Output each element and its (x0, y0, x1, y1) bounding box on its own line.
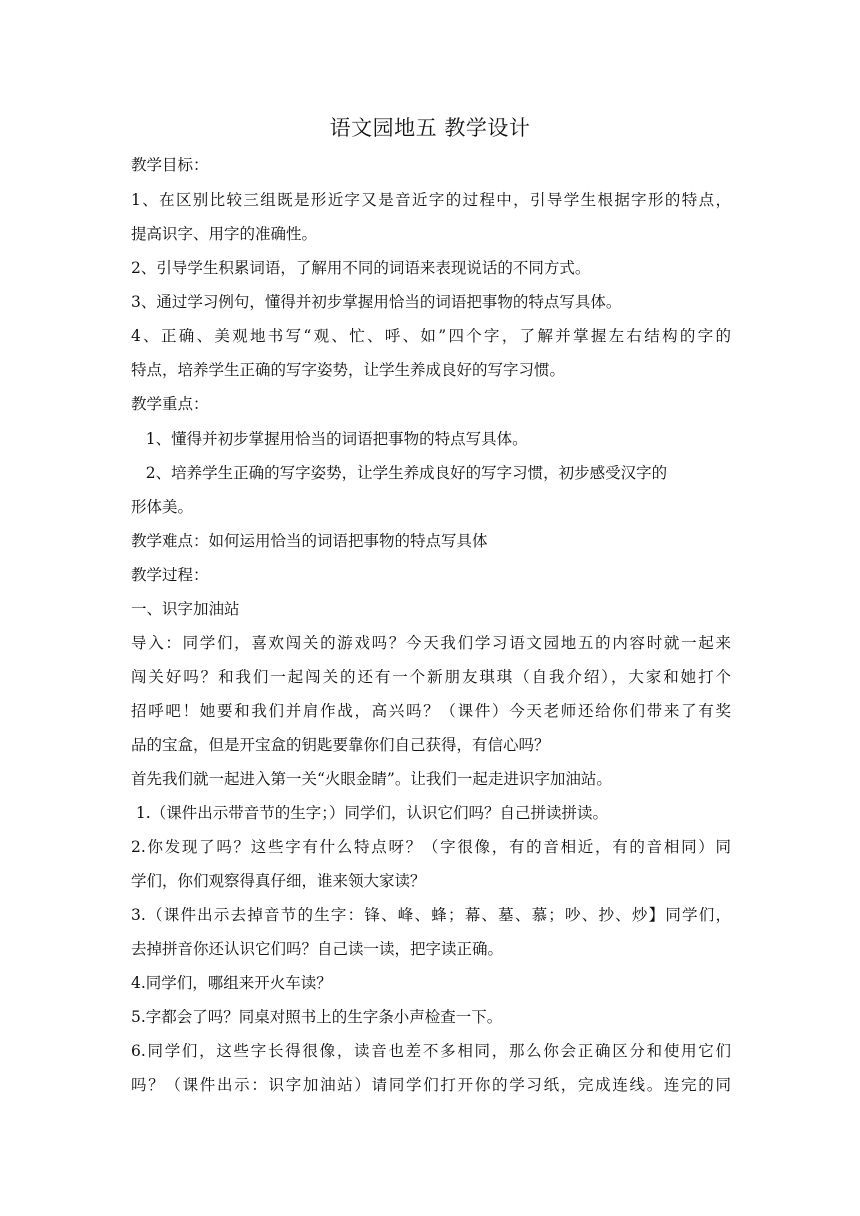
text-line: 1、在区别比较三组既是形近字又是音近字的过程中，引导学生根据字形的特点， (131, 191, 731, 209)
text-line: 去掉拼音你还认识它们吗？自己读一读，把字读正确。 (131, 940, 504, 958)
text-line: 2.你发现了吗？这些字有什么特点呀？（字很像，有的音相近，有的音相同）同 (131, 838, 731, 856)
section-heading: 教学目标： (131, 156, 209, 174)
text-line: 特点，培养学生正确的写字姿势，让学生养成良好的写字习惯。 (131, 361, 566, 379)
section-heading: 一、识字加油站 (131, 600, 240, 618)
text-line: 4.同学们，哪组来开火车读？ (131, 974, 332, 992)
text-line: 学们，你们观察得真仔细，谁来领大家读？ (131, 872, 426, 890)
page-title: 语文园地五 教学设计 (329, 116, 531, 140)
text-line: 闯关好吗？和我们一起闯关的还有一个新朋友琪琪（自我介绍），大家和她打个 (131, 668, 731, 686)
text-line: 6.同学们，这些字长得很像，读音也差不多相同，那么你会正确区分和使用它们 (131, 1042, 731, 1060)
text-line: 品的宝盒，但是开宝盒的钥匙要靠你们自己获得，有信心吗？ (131, 736, 550, 754)
text-line: 3.（课件出示去掉音节的生字：锋、峰、蜂；幕、墓、慕；吵、抄、炒】同学们， (131, 906, 731, 924)
text-line: 2、引导学生积累词语，了解用不同的词语来表现说话的不同方式。 (131, 259, 591, 277)
text-line: 3、通过学习例句，懂得并初步掌握用恰当的词语把事物的特点写具体。 (131, 293, 622, 311)
text-line: 4、正确、美观地书写“观、忙、呼、如”四个字，了解并掌握左右结构的字的 (131, 327, 731, 345)
section-heading: 教学难点：如何运用恰当的词语把事物的特点写具体 (131, 532, 488, 550)
section-heading: 教学过程： (131, 566, 209, 584)
text-line: 2、培养学生正确的写字姿势，让学生养成良好的写字习惯，初步感受汉字的 (131, 464, 668, 482)
text-line: 1.（课件出示带音节的生字；）同学们，认识它们吗？自己拼读拼读。 (131, 804, 608, 822)
text-line: 招呼吧！她要和我们并肩作战，高兴吗？（课件）今天老师还给你们带来了有奖 (131, 702, 731, 720)
text-line: 吗？（课件出示：识字加油站）请同学们打开你的学习纸，完成连线。连完的同 (131, 1076, 731, 1094)
text-line: 首先我们就一起进入第一关“火眼金睛”。让我们一起走进识字加油站。 (131, 770, 612, 788)
text-line: 导入：同学们，喜欢闯关的游戏吗？今天我们学习语文园地五的内容时就一起来 (131, 634, 731, 652)
text-line: 5.字都会了吗？同桌对照书上的生字条小声检查一下。 (131, 1008, 503, 1026)
text-line: 形体美。 (131, 498, 194, 516)
text-line: 提高识字、用字的准确性。 (131, 225, 318, 243)
text-line: 1、懂得并初步掌握用恰当的词语把事物的特点写具体。 (131, 430, 528, 448)
section-heading: 教学重点： (131, 395, 209, 413)
